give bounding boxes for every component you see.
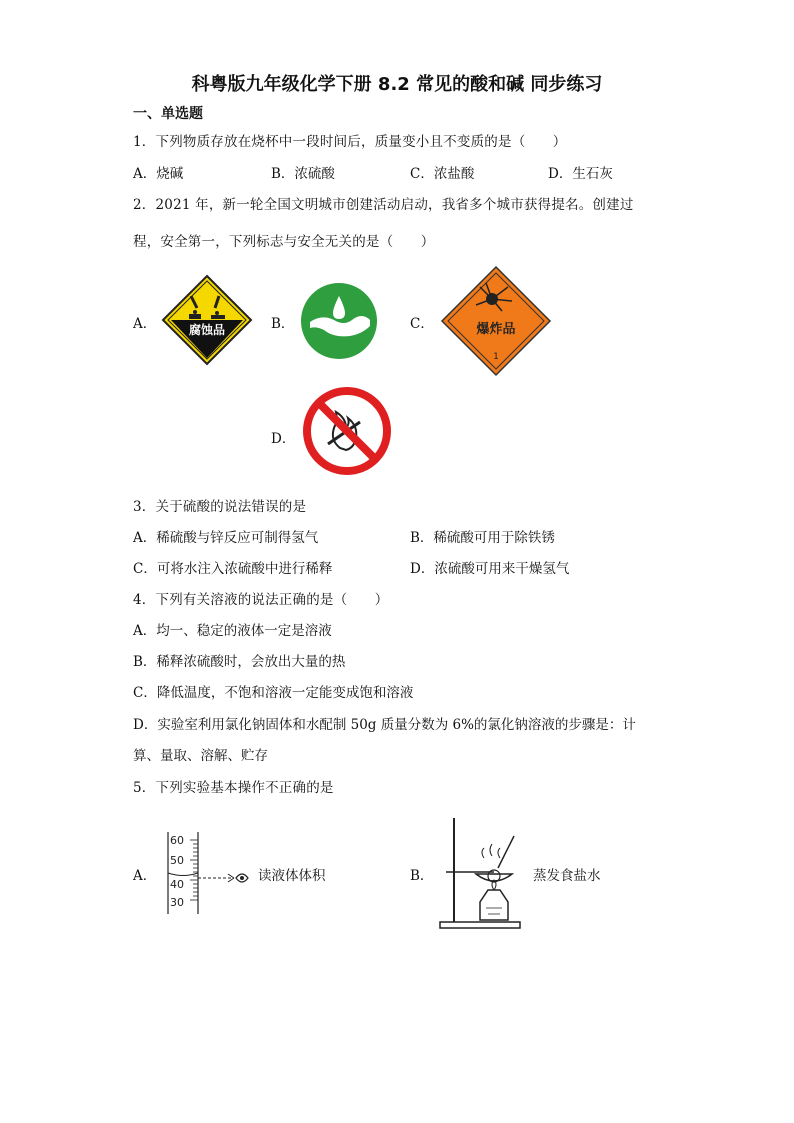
evaporation-apparatus-icon[interactable] xyxy=(436,814,526,932)
question-2-stem-line-2: 程，安全第一，下列标志与安全无关的是（ ） xyxy=(133,234,435,250)
question-3-option-d[interactable]: D．浓硫酸可用来干燥氢气 xyxy=(410,561,570,577)
corrosive-sign-text: 腐蚀品 xyxy=(188,323,226,337)
question-5-option-a-label[interactable]: A． xyxy=(133,868,157,884)
corrosive-sign-icon[interactable] xyxy=(161,274,253,366)
question-5-stem: 5．下列实验基本操作不正确的是 xyxy=(133,780,334,796)
question-5-option-b-caption: 蒸发食盐水 xyxy=(533,868,601,884)
cylinder-tick-40: 40 xyxy=(170,878,184,891)
question-4-option-c[interactable]: C．降低温度，不饱和溶液一定能变成饱和溶液 xyxy=(133,685,414,701)
question-1-stem: 1．下列物质存放在烧杯中一段时间后，质量变小且不变质的是（ ） xyxy=(133,134,567,150)
question-1-option-a[interactable]: A．烧碱 xyxy=(133,166,184,182)
question-5-option-a-caption: 读液体体积 xyxy=(258,868,326,884)
water-saving-sign-icon[interactable] xyxy=(300,282,378,360)
question-5-option-b-label[interactable]: B． xyxy=(410,868,434,884)
question-3-option-a[interactable]: A．稀硫酸与锌反应可制得氢气 xyxy=(133,530,319,546)
cylinder-tick-30: 30 xyxy=(170,896,184,909)
graduated-cylinder-reading-icon[interactable] xyxy=(160,828,260,916)
question-4-stem: 4．下列有关溶液的说法正确的是（ ） xyxy=(133,592,389,608)
no-fire-sign-icon[interactable] xyxy=(302,386,392,476)
cylinder-tick-50: 50 xyxy=(170,854,184,867)
explosive-sign-icon[interactable] xyxy=(440,265,552,377)
question-2-option-b-label[interactable]: B． xyxy=(271,316,295,332)
explosive-sign-class-number: 1 xyxy=(493,352,499,362)
explosive-sign-text: 爆炸品 xyxy=(476,322,516,337)
question-2-option-d-label[interactable]: D． xyxy=(271,431,296,447)
section-heading: 一、单选题 xyxy=(133,106,203,122)
question-4-option-d[interactable]: D．实验室利用氯化钠固体和水配制 50g 质量分数为 6%的氯化钠溶液的步骤是：计 xyxy=(133,717,636,733)
question-4-option-b[interactable]: B．稀释浓硫酸时，会放出大量的热 xyxy=(133,654,346,670)
page-title: 科粤版九年级化学下册 8.2 常见的酸和碱 同步练习 xyxy=(191,74,603,95)
question-1-option-b[interactable]: B．浓硫酸 xyxy=(271,166,335,182)
question-4-option-d-continued: 算、量取、溶解、贮存 xyxy=(133,748,268,764)
question-2-option-a-label[interactable]: A． xyxy=(133,316,157,332)
question-3-option-b[interactable]: B．稀硫酸可用于除铁锈 xyxy=(410,530,555,546)
cylinder-tick-60: 60 xyxy=(170,834,184,847)
question-2-option-c-label[interactable]: C． xyxy=(410,316,434,332)
question-2-stem-line-1: 2．2021 年，新一轮全国文明城市创建活动启动，我省多个城市获得提名。创建过 xyxy=(133,197,634,213)
question-1-option-c[interactable]: C．浓盐酸 xyxy=(410,166,475,182)
question-4-option-a[interactable]: A．均一、稳定的液体一定是溶液 xyxy=(133,623,332,639)
question-3-option-c[interactable]: C．可将水注入浓硫酸中进行稀释 xyxy=(133,561,333,577)
question-1-option-d[interactable]: D．生石灰 xyxy=(548,166,613,182)
question-3-stem: 3．关于硫酸的说法错误的是 xyxy=(133,499,307,515)
